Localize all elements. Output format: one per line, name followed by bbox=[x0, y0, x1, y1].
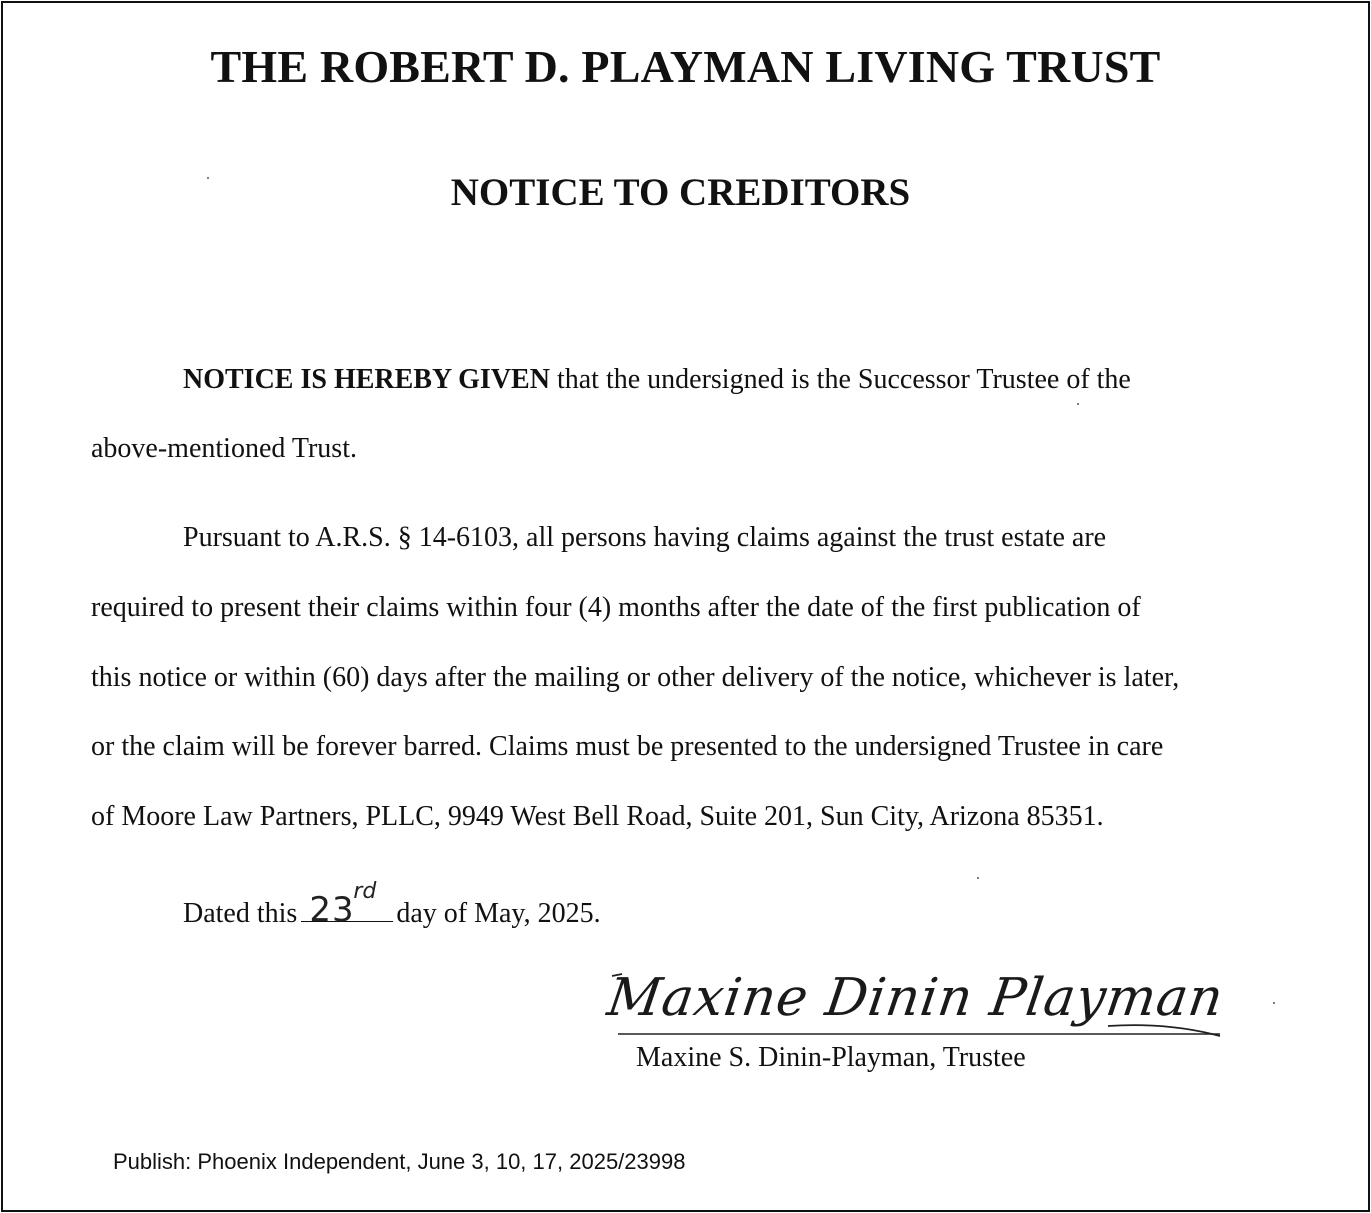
date-blank bbox=[301, 879, 393, 930]
signature-handwriting: Maxine Dinin Playman bbox=[603, 968, 1228, 1028]
scan-speck bbox=[977, 877, 979, 879]
handwritten-day-suffix: rd bbox=[353, 879, 377, 904]
scan-speck bbox=[1273, 1002, 1275, 1004]
paragraph-1-line-1 bbox=[183, 363, 1131, 397]
dated-line bbox=[183, 879, 601, 931]
paragraph-2-line-2: required to present their claims within four (4) months after the date of the first publication of bbox=[91, 592, 1141, 623]
notice-heading: NOTICE TO CREDITORS bbox=[450, 171, 911, 214]
paragraph-2-line-1: Pursuant to A.R.S. § 14-6103, all persons having claims against the trust estate are bbox=[183, 522, 1107, 553]
trustee-signature bbox=[603, 968, 1228, 1048]
paragraph-2-line-3: this notice or within (60) days after the mailing or other delivery of the notice, whichever is later, bbox=[91, 662, 1180, 693]
notice-lead-text: NOTICE IS HEREBY GIVEN bbox=[183, 364, 550, 395]
paragraph-2-line-5: of Moore Law Partners, PLLC, 9949 West Bell Road, Suite 201, Sun City, Arizona 85351. bbox=[91, 801, 1104, 832]
dated-prefix: Dated this bbox=[183, 898, 298, 929]
paragraph-2-line-4: or the claim will be forever barred. Claims must be presented to the undersigned Trustee in care bbox=[91, 731, 1164, 762]
paragraph-1-line-2: above-mentioned Trust. bbox=[91, 433, 357, 464]
notice-line-1-rest: that the undersigned is the Successor Trustee of the bbox=[549, 364, 1131, 395]
scan-speck bbox=[1077, 403, 1079, 405]
dated-suffix: day of May, 2025. bbox=[396, 898, 601, 929]
publish-note: Publish: Phoenix Independent, June 3, 10, 17, 2025/23998 bbox=[113, 1149, 686, 1174]
scan-speck bbox=[207, 177, 209, 179]
trust-title: THE ROBERT D. PLAYMAN LIVING TRUST bbox=[210, 41, 1161, 92]
trustee-printed-name: Maxine S. Dinin-Playman, Trustee bbox=[636, 1042, 1026, 1073]
handwritten-day: 23 bbox=[309, 890, 355, 930]
